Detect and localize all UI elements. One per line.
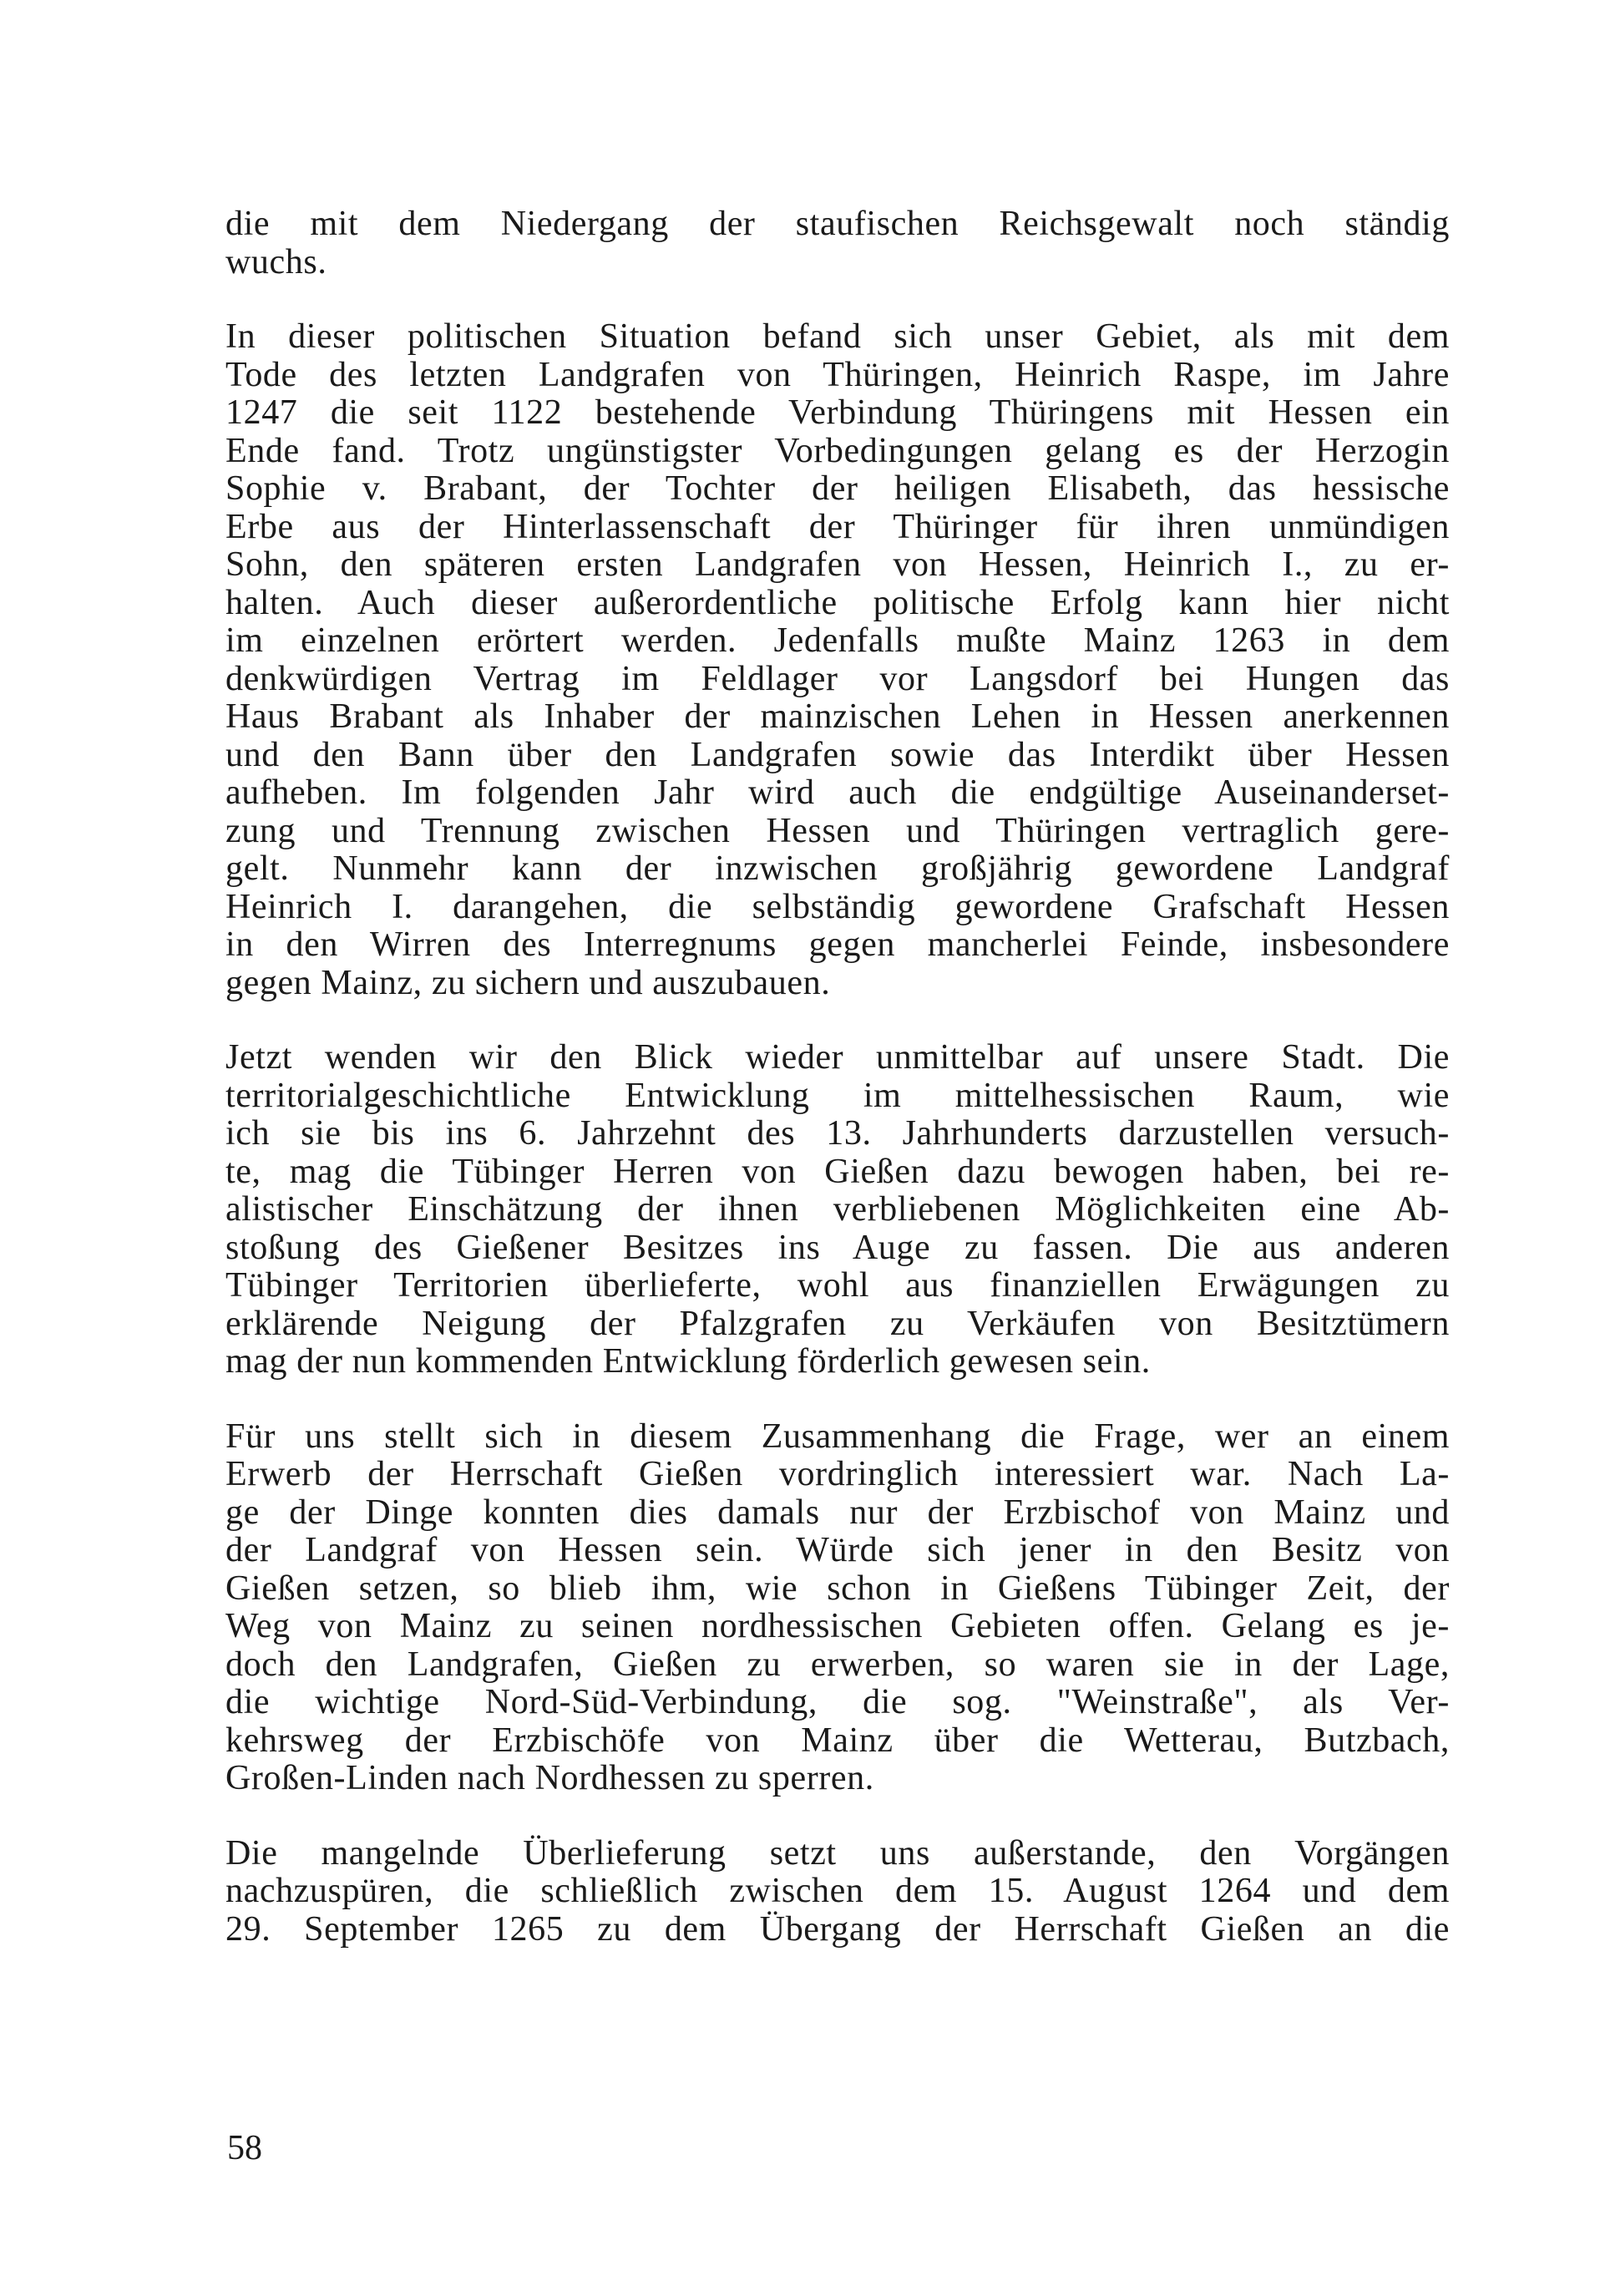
text-line: halten. Auch dieser außerordentliche politische Erfolg kann hier nicht: [225, 583, 1450, 622]
text-line: Jetzt wenden wir den Blick wieder unmittelbar auf unsere Stadt. Die: [225, 1038, 1450, 1077]
text-line: Gießen setzen, so blieb ihm, wie schon in Gießens Tübinger Zeit, der: [225, 1569, 1450, 1608]
body-text: [225, 205, 1450, 1985]
text-line: Ende fand. Trotz ungünstigster Vorbedingungen gelang es der Herzogin: [225, 431, 1450, 470]
text-line: Sohn, den späteren ersten Landgrafen von Hessen, Heinrich I., zu er-: [225, 545, 1450, 584]
paragraph: [225, 205, 1450, 281]
text-line: Erwerb der Herrschaft Gießen vordringlich interessiert war. Nach La-: [225, 1455, 1450, 1493]
text-line: 29. September 1265 zu dem Übergang der Herrschaft Gießen an die: [225, 1909, 1450, 1949]
text-line: Weg von Mainz zu seinen nordhessischen Gebieten offen. Gelang es je-: [225, 1607, 1450, 1645]
text-line: Tübinger Territorien überlieferte, wohl aus finanziellen Erwägungen zu: [225, 1266, 1450, 1305]
text-line: te, mag die Tübinger Herren von Gießen dazu bewogen haben, bei re-: [225, 1152, 1450, 1191]
paragraph: [225, 318, 1450, 1002]
paragraph: [225, 1835, 1450, 1949]
text-line: gegen Mainz, zu sichern und auszubauen.: [225, 963, 831, 1002]
text-line: kehrsweg der Erzbischöfe von Mainz über die Wetterau, Butzbach,: [225, 1721, 1450, 1760]
text-line: In dieser politischen Situation befand sich unser Gebiet, als mit dem: [225, 317, 1450, 356]
text-line: aufheben. Im folgenden Jahr wird auch die endgültige Auseinanderset-: [225, 773, 1450, 812]
paragraph: [225, 1418, 1450, 1798]
text-line: Tode des letzten Landgrafen von Thüringen, Heinrich Raspe, im Jahre: [225, 355, 1450, 394]
text-line: wuchs.: [225, 242, 327, 281]
text-line: die mit dem Niedergang der staufischen Reichsgewalt noch ständig: [225, 205, 1450, 243]
text-line: im einzelnen erörtert werden. Jedenfalls mußte Mainz 1263 in dem: [225, 621, 1450, 660]
text-line: Heinrich I. darangehen, die selbständig gewordene Grafschaft Hessen: [225, 887, 1450, 926]
text-line: ge der Dinge konnten dies damals nur der Erzbischof von Mainz und: [225, 1493, 1450, 1532]
text-line: zung und Trennung zwischen Hessen und Thüringen vertraglich gere-: [225, 811, 1450, 850]
text-line: stoßung des Gießener Besitzes ins Auge zu fassen. Die aus anderen: [225, 1228, 1450, 1267]
text-line: territorialgeschichtliche Entwicklung im mittelhessischen Raum, wie: [225, 1076, 1450, 1115]
text-line: mag der nun kommenden Entwicklung förderlich gewesen sein.: [225, 1342, 1151, 1381]
text-line: doch den Landgrafen, Gießen zu erwerben, so waren sie in der Lage,: [225, 1645, 1450, 1684]
text-line: in den Wirren des Interregnums gegen mancherlei Feinde, insbesondere: [225, 925, 1450, 964]
text-line: Haus Brabant als Inhaber der mainzischen Lehen in Hessen anerkennen: [225, 697, 1450, 736]
text-line: Die mangelnde Überlieferung setzt uns außerstande, den Vorgängen: [225, 1833, 1450, 1873]
text-line: 1247 die seit 1122 bestehende Verbindung Thüringens mit Hessen ein: [225, 393, 1450, 432]
paragraph: [225, 1039, 1450, 1381]
text-line: denkwürdigen Vertrag im Feldlager vor Langsdorf bei Hungen das: [225, 659, 1450, 698]
text-line: gelt. Nunmehr kann der inzwischen großjährig gewordene Landgraf: [225, 849, 1450, 888]
text-line: ich sie bis ins 6. Jahrzehnt des 13. Jahrhunderts darzustellen versuch-: [225, 1114, 1450, 1153]
text-line: nachzuspüren, die schließlich zwischen dem 15. August 1264 und dem: [225, 1872, 1450, 1910]
text-line: erklärende Neigung der Pfalzgrafen zu Verkäufen von Besitztümern: [225, 1304, 1450, 1343]
page-number: 58: [227, 2129, 262, 2167]
text-line: und den Bann über den Landgrafen sowie das Interdikt über Hessen: [225, 735, 1450, 774]
text-line: Sophie v. Brabant, der Tochter der heiligen Elisabeth, das hessische: [225, 469, 1450, 508]
text-line: der Landgraf von Hessen sein. Würde sich jener in den Besitz von: [225, 1531, 1450, 1569]
text-line: Erbe aus der Hinterlassenschaft der Thüringer für ihren unmündigen: [225, 507, 1450, 546]
text-line: Für uns stellt sich in diesem Zusammenhang die Frage, wer an einem: [225, 1417, 1450, 1456]
text-line: Großen-Linden nach Nordhessen zu sperren.: [225, 1759, 874, 1797]
text-line: alistischer Einschätzung der ihnen verbliebenen Möglichkeiten eine Ab-: [225, 1190, 1450, 1229]
text-line: die wichtige Nord-Süd-Verbindung, die sog. "Weinstraße", als Ver-: [225, 1683, 1450, 1721]
